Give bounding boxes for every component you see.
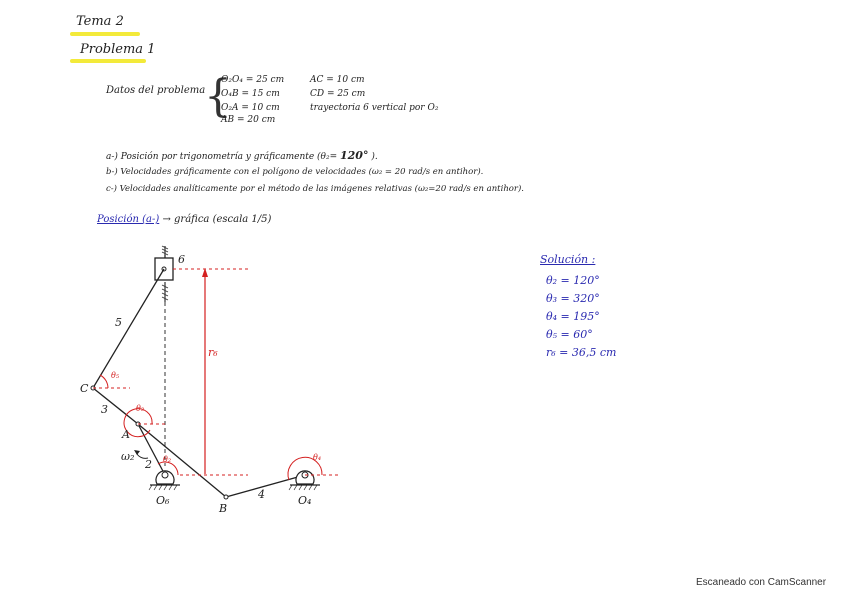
solucion-r6: r₆ = 36,5 cm [546,346,617,359]
problema-title: Problema 1 [80,42,156,57]
datos-label: Datos del problema [106,85,206,96]
label-slider-6: 6 [178,253,185,266]
datos-o2o4: O₂O₄ = 25 cm [221,75,285,85]
solucion-theta2: θ₂ = 120° [546,274,600,287]
datos-ab: AB = 20 cm [221,115,276,125]
question-a-text: a-) Posición por trigonometría y gráficamente (θ₂= [106,152,338,162]
solucion-title: Solución : [540,253,596,266]
theta5-arc [100,375,108,388]
r6-arrowhead [202,268,208,277]
label-omega: ω₂ [121,450,135,463]
datos-o4b: O₄B = 15 cm [221,89,280,99]
label-r6: r₆ [208,346,218,359]
label-theta3: θ₃ [136,404,145,413]
label-link-3: 3 [101,403,108,416]
solucion-theta3: θ₃ = 320° [546,292,600,305]
section-title-posicion: Posición (a-) [97,214,160,225]
link-3a [93,388,138,424]
link-5 [93,269,164,388]
datos-ac: AC = 10 cm [310,75,365,85]
datos-cd: CD = 25 cm [310,89,366,99]
joint-b [224,495,228,499]
ground-o4 [289,471,320,490]
tema-title: Tema 2 [76,14,124,29]
question-b: b-) Velocidades gráficamente con el polígono de velocidades (ω₂ = 20 rad/s en antihor). [106,167,484,177]
camscanner-watermark: Escaneado con CamScanner [696,577,827,588]
label-link-4: 4 [258,488,265,501]
section-subtitle: → gráfica (escala 1/5) [162,214,272,225]
label-point-b: B [219,502,228,515]
question-a-end: ). [371,152,378,162]
ground-o6 [149,471,180,490]
label-o6: O₆ [156,494,170,507]
solucion-theta5: θ₅ = 60° [546,328,593,341]
label-link-5: 5 [115,316,122,329]
link-4 [226,475,305,497]
question-a-value: 120° [340,149,369,162]
datos-trayectoria: trayectoria 6 vertical por O₂ [310,103,439,113]
question-c: c-) Velocidades analíticamente por el método de las imágenes relativas (ω₂=20 rad/s en antihor). [106,184,524,194]
label-point-a: A [122,428,130,441]
label-o4: O₄ [298,494,312,507]
label-theta2: θ₂ [163,455,172,464]
datos-brace: { [204,71,232,122]
label-link-2: 2 [145,458,152,471]
label-point-c: C [80,382,89,395]
datos-o2a: O₂A = 10 cm [221,103,280,113]
solucion-theta4: θ₄ = 195° [546,310,600,323]
label-theta4: θ₄ [313,453,322,462]
label-theta5: θ₅ [111,371,120,380]
omega-arrowhead [134,450,140,455]
reference-lines [93,269,338,475]
